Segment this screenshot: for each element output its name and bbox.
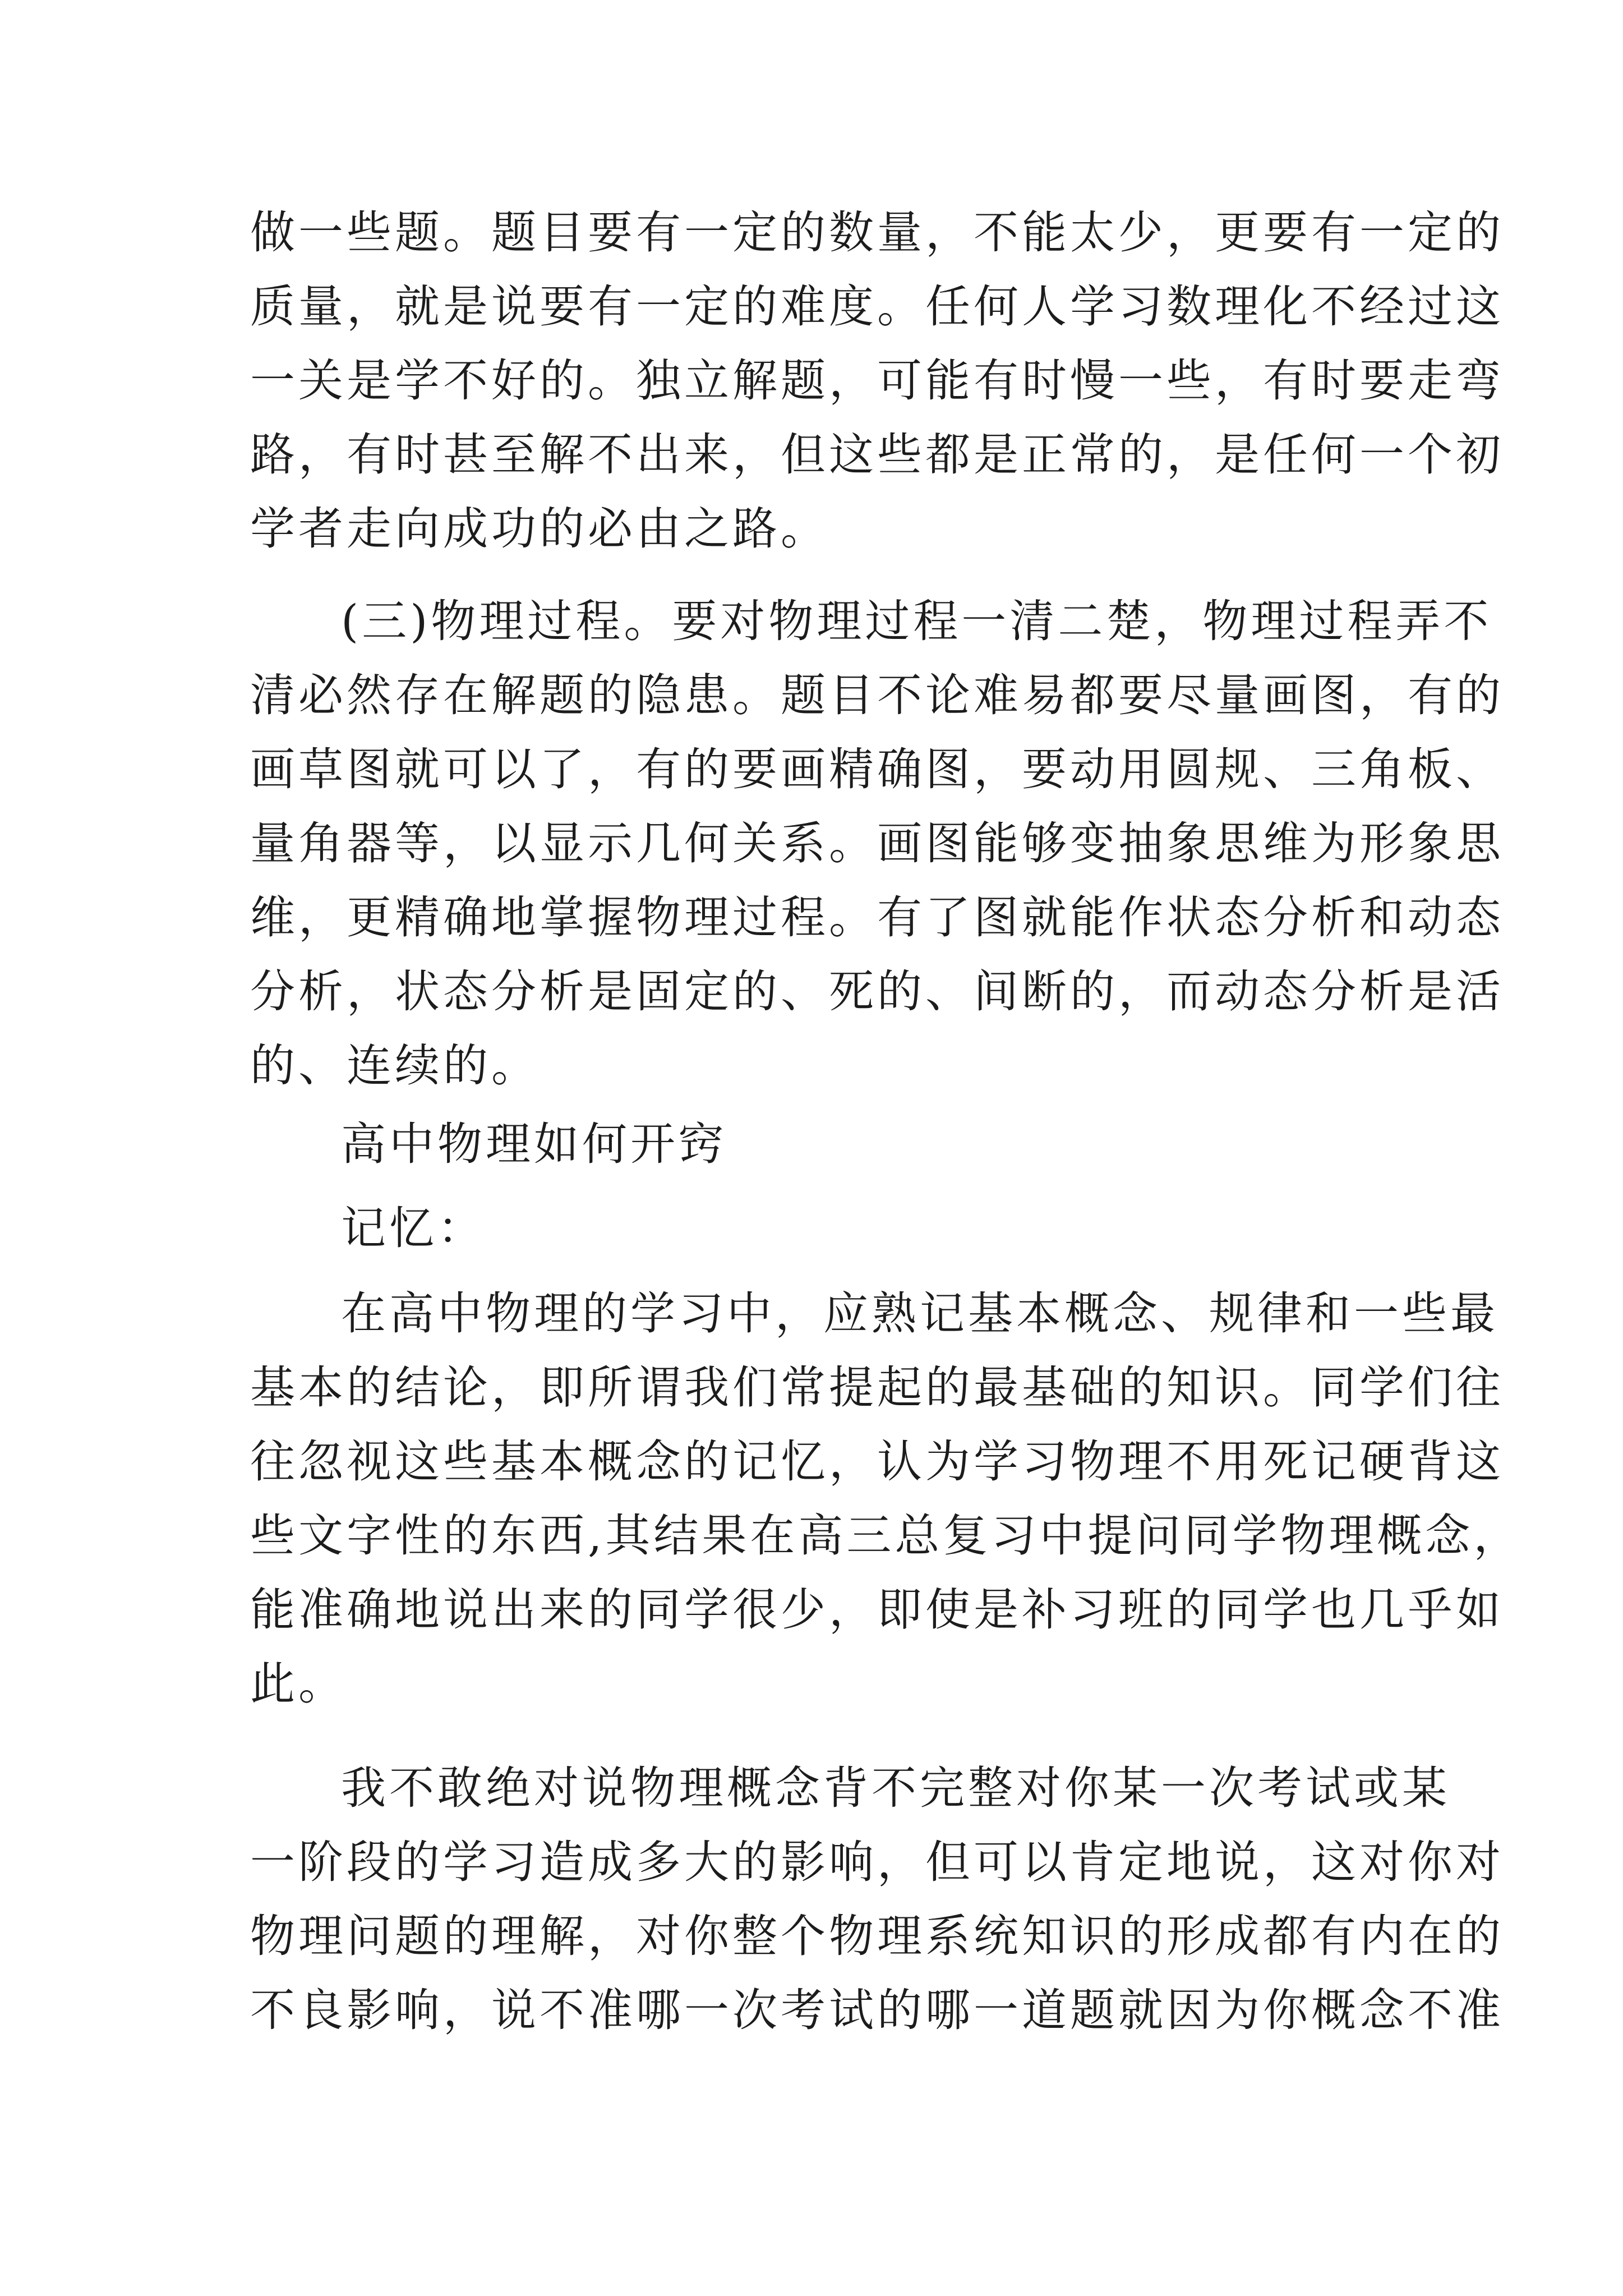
text-line: 些文字性的东西,其结果在高三总复习中提问同学物理概念， bbox=[250, 1510, 1522, 1562]
text-line: 清必然存在解题的隐患。题目不论难易都要尽量画图，有的 bbox=[250, 669, 1504, 721]
text-line: 基本的结论，即所谓我们常提起的最基础的知识。同学们往 bbox=[250, 1361, 1504, 1414]
text-line: 的、连续的。 bbox=[250, 1039, 540, 1092]
text-line: 能准确地说出来的同学很少，即使是补习班的同学也几乎如 bbox=[250, 1584, 1504, 1636]
text-line: 分析，状态分析是固定的、死的、间断的，而动态分析是活 bbox=[250, 965, 1504, 1018]
text-line: 此。 bbox=[250, 1658, 347, 1710]
text-line: 物理问题的理解，对你整个物理系统知识的形成都有内在的 bbox=[250, 1910, 1504, 1962]
text-line: 质量，就是说要有一定的难度。任何人学习数理化不经过这 bbox=[250, 280, 1504, 333]
text-line: 一阶段的学习造成多大的影响，但可以肯定地说，这对你对 bbox=[250, 1836, 1504, 1888]
text-line: 画草图就可以了，有的要画精确图，要动用圆规、三角板、 bbox=[250, 743, 1504, 795]
text-line: 学者走向成功的必由之路。 bbox=[250, 503, 829, 555]
text-line: 做一些题。题目要有一定的数量，不能太少，更要有一定的 bbox=[250, 206, 1504, 259]
text-line: 量角器等，以显示几何关系。画图能够变抽象思维为形象思 bbox=[250, 817, 1504, 869]
paragraph-start-line: 在高中物理的学习中，应熟记基本概念、规律和一些最 bbox=[341, 1287, 1498, 1340]
paragraph-start-line: 我不敢绝对说物理概念背不完整对你某一次考试或某 bbox=[341, 1762, 1450, 1814]
paragraph-start-line: (三)物理过程。要对物理过程一清二楚，物理过程弄不 bbox=[341, 595, 1492, 647]
section-heading: 高中物理如何开窍 bbox=[341, 1118, 727, 1170]
text-line: 往忽视这些基本概念的记忆，认为学习物理不用死记硬背这 bbox=[250, 1435, 1504, 1488]
text-line: 路，有时甚至解不出来，但这些都是正常的，是任何一个初 bbox=[250, 429, 1504, 481]
text-line: 维，更精确地掌握物理过程。有了图就能作状态分析和动态 bbox=[250, 891, 1504, 944]
subsection-heading: 记忆： bbox=[341, 1202, 486, 1254]
text-line: 不良影响，说不准哪一次考试的哪一道题就因为你概念不准 bbox=[250, 1984, 1504, 2036]
text-line: 一关是学不好的。独立解题，可能有时慢一些，有时要走弯 bbox=[250, 355, 1504, 407]
